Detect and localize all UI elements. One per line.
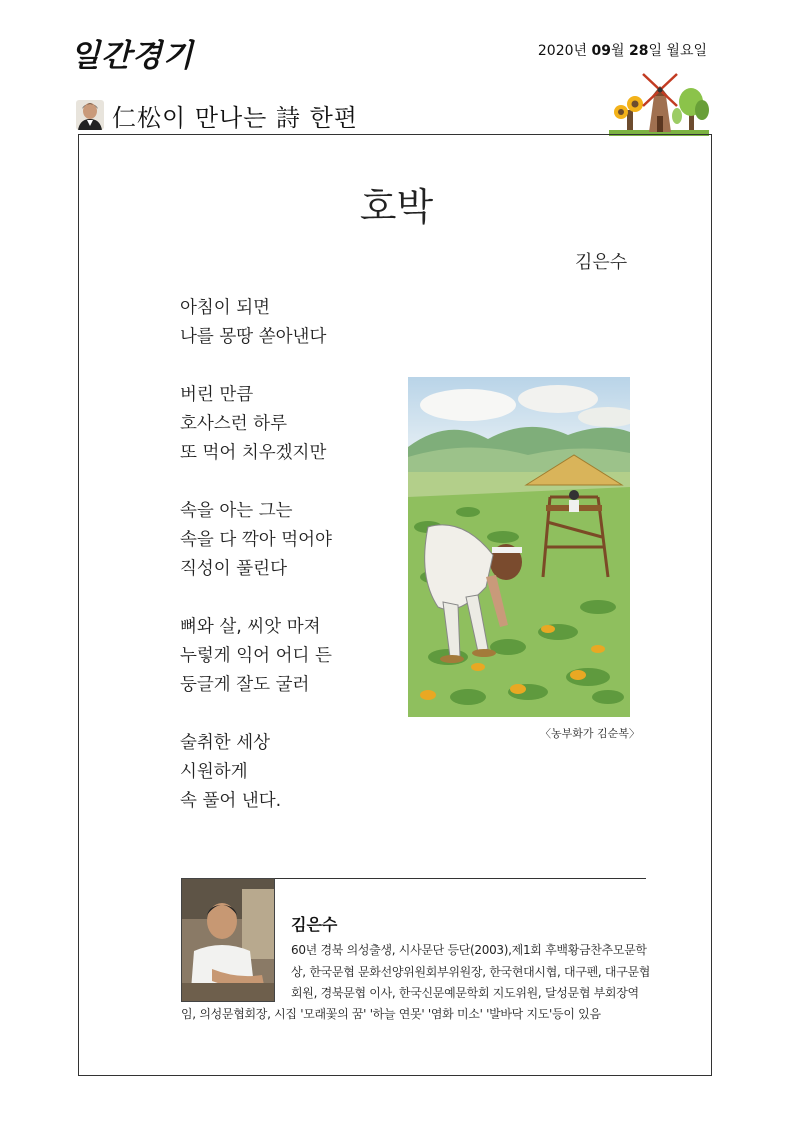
columnist-avatar — [76, 100, 104, 130]
poem-stanza — [180, 294, 420, 352]
poem-line: 둥글게 잘도 굴러 — [180, 675, 310, 695]
date-prefix: 2020년 — [537, 43, 592, 59]
poem-stanza — [180, 613, 420, 700]
bio-line: 60년 경북 의성출생, 시사문단 등단(2003),제1회 후백황금찬추모문학 — [291, 943, 647, 957]
bio-line: 회원, 경북문협 이사, 한국신문예문학회 지도위원, 달성문협 부회장역 — [291, 986, 639, 1000]
poem-line: 시원하게 — [180, 762, 248, 782]
poem-line: 속 풀어 낸다. — [180, 791, 282, 811]
poem-stanza — [180, 497, 420, 584]
bio-line: 상, 한국문협 문화선양위원회부위원장, 한국현대시협, 대구펜, 대구문협 — [291, 964, 651, 979]
bio-line: 임, 의성문협회장, 시집 '모래꽃의 꿈' '하늘 연못' '염화 미소' '발바닥 지도'등이 있음 — [181, 1007, 601, 1021]
poem-line: 누렇게 익어 어디 든 — [180, 646, 332, 666]
newspaper-masthead: 일간경기 — [70, 38, 194, 74]
windmill-illustration — [609, 70, 709, 136]
poem-line: 호사스런 하루 — [180, 414, 287, 434]
date-day: 28 — [628, 43, 649, 59]
poem-line: 속을 아는 그는 — [180, 501, 293, 521]
poem-stanza — [180, 381, 420, 468]
poem-body — [180, 294, 420, 845]
author-bio — [181, 940, 651, 1021]
poem-author: 김은수 — [575, 252, 628, 273]
bio-divider — [274, 878, 646, 879]
poem-line: 버린 만큼 — [180, 385, 254, 405]
poem-title: 호박 — [359, 185, 434, 229]
column-title: 仁松이 만나는 詩 한편 — [112, 103, 358, 132]
poem-line: 술취한 세상 — [180, 733, 271, 753]
author-photo — [181, 878, 275, 1002]
date-mid: 월 — [610, 43, 629, 59]
poem-line: 나를 몽땅 쏟아낸다 — [180, 327, 327, 347]
issue-date — [538, 40, 707, 60]
poem-line: 직성이 풀린다 — [180, 559, 287, 579]
farmer-painting — [408, 377, 630, 717]
painting-caption: 〈농부화가 김순복〉 — [540, 727, 640, 740]
poem-line: 속을 다 깍아 먹어야 — [180, 530, 332, 550]
poem-stanza — [180, 729, 420, 816]
poem-line: 또 먹어 치우겠지만 — [180, 443, 327, 463]
date-month: 09 — [591, 43, 611, 59]
author-name: 김은수 — [291, 915, 338, 934]
poem-line: 뼈와 살, 씨앗 마져 — [180, 617, 321, 637]
poem-line: 아침이 되면 — [180, 298, 271, 318]
column-header — [76, 96, 358, 134]
date-suffix: 일 월요일 — [648, 43, 707, 59]
